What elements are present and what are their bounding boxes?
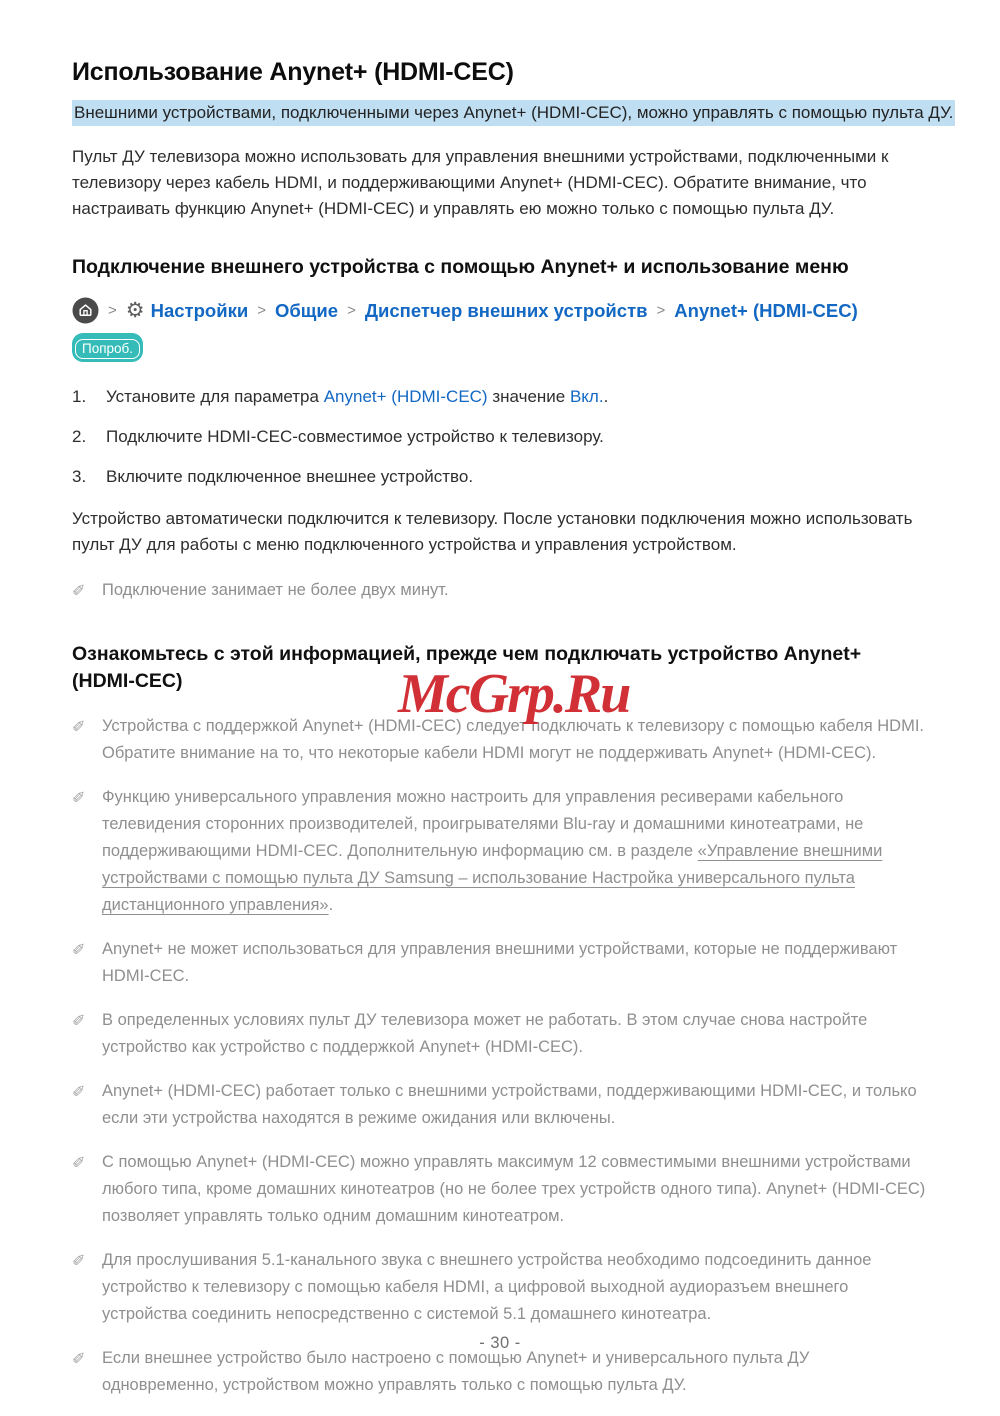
step-number: 2. — [72, 427, 87, 446]
note-text: Для прослушивания 5.1-канального звука с внешнего устройства необходимо подсоединить данное устройство к телевизору с помощью кабеля HDMI, а цифровой выходной аудиоразъем внешнего устройства соединить непосредственно с системой 5.1 домашнего кинотеатра. — [102, 1251, 872, 1323]
note-item — [72, 1247, 928, 1328]
note-item — [72, 936, 928, 990]
note-text: Anynet+ не может использоваться для управления внешними устройствами, которые не поддерживают HDMI-CEC. — [102, 940, 898, 985]
note-text: Если внешнее устройство было настроено с помощью Anynet+ и универсального пульта ДУ одновременно, устройством можно управлять только с помощью пульта ДУ. — [102, 1349, 810, 1394]
breadcrumb — [72, 297, 928, 362]
note-item — [72, 784, 928, 919]
note-text — [102, 784, 928, 919]
anynet-setting-link[interactable]: Anynet+ (HDMI-CEC) — [323, 387, 488, 406]
note-item — [72, 1345, 928, 1399]
step-2 — [72, 424, 928, 449]
section1-heading: Подключение внешнего устройства с помощью Anynet+ и использование меню — [72, 256, 849, 278]
note-connection-time — [72, 577, 928, 605]
pencil-icon: ✐ — [72, 790, 86, 807]
note-text: Подключение занимает не более двух минут. — [102, 581, 449, 599]
breadcrumb-separator: > — [656, 302, 666, 319]
note-item — [72, 1078, 928, 1132]
pencil-icon: ✐ — [72, 1253, 86, 1270]
step-text-part: Установите для параметра — [106, 387, 324, 406]
step-text: Включите подключенное внешнее устройство. — [106, 467, 474, 486]
note-text: Anynet+ (HDMI-CEC) работает только с внешними устройствами, поддерживающими HDMI-CEC, и только если эти устройства находятся в режиме ожидания или включены. — [102, 1082, 917, 1127]
step-text-part: . — [603, 387, 609, 406]
section2-heading: Ознакомьтесь с этой информацией, прежде чем подключать устройство Anynet+ (HDMI-CEC) — [72, 643, 862, 692]
breadcrumb-separator: > — [347, 302, 356, 319]
note-item — [72, 1149, 928, 1230]
note-item — [72, 1007, 928, 1061]
step-number: 1. — [72, 387, 87, 406]
try-now-button[interactable] — [72, 333, 143, 362]
breadcrumb-item-anynet[interactable]: Anynet+ (HDMI-CEC) — [674, 299, 858, 321]
breadcrumb-item-general[interactable]: Общие — [274, 299, 339, 321]
on-value-link[interactable]: Вкл. — [569, 387, 604, 406]
pencil-icon: ✐ — [72, 1351, 86, 1368]
note-text-part: Функцию универсального управления можно настроить для управления ресиверами кабельного телевидения сторонних производителей, проигрывателями Blu-ray и домашними кинотеатрами, не поддерживающими HDMI-CEC. Дополнительную информацию см. в разделе — [102, 788, 864, 860]
pencil-icon: ✐ — [72, 719, 86, 736]
pencil-icon: ✐ — [72, 1013, 86, 1030]
home-icon — [72, 297, 99, 324]
pencil-icon: ✐ — [72, 1084, 86, 1101]
breadcrumb-separator: > — [108, 302, 117, 319]
step-number: 3. — [72, 467, 87, 486]
notes-list — [72, 713, 928, 1399]
note-item — [72, 713, 928, 767]
steps-list — [72, 384, 928, 489]
note-text-part: . — [328, 896, 334, 914]
highlighted-lede: Внешними устройствами, подключенными через Anynet+ (HDMI-CEC), можно управлять с помощью пульта ДУ. — [72, 100, 955, 126]
step-text: Подключите HDMI-CEC-совместимое устройство к телевизору. — [106, 427, 604, 446]
pencil-icon: ✐ — [72, 942, 86, 959]
gear-icon: ⚙ — [125, 299, 145, 322]
step-3 — [72, 464, 928, 489]
step-text — [106, 384, 608, 409]
try-now-button-label: Попроб. — [75, 339, 140, 359]
page-number: - 30 - — [479, 1334, 521, 1352]
note-text: В определенных условиях пульт ДУ телевизора может не работать. В этом случае снова настройте устройство как устройство с поддержкой Anynet+ (HDMI-CEC). — [102, 1011, 868, 1056]
step-1 — [72, 384, 928, 409]
note-text: Устройства с поддержкой Anynet+ (HDMI-CEC) следует подключать к телевизору с помощью кабеля HDMI. Обратите внимание на то, что некоторые кабели HDMI могут не поддерживать Anynet+ (HDMI-CEC). — [102, 717, 925, 762]
breadcrumb-item-external-device-manager[interactable]: Диспетчер внешних устройств — [364, 299, 648, 321]
result-paragraph: Устройство автоматически подключится к телевизору. После установки подключения можно использовать пульт ДУ для работы с меню подключенного устройства и управления устройством. — [72, 509, 913, 554]
mcgrp-watermark: McGrp.Ru — [398, 663, 630, 725]
intro-paragraph: Пульт ДУ телевизора можно использовать для управления внешними устройствами, подключенными к телевизору через кабель HDMI, и поддерживающими Anynet+ (HDMI-CEC). Обратите внимание, что настраивать функцию Anynet+ (HDMI-CEC) и управлять ею можно только с помощью пульта ДУ. — [72, 147, 889, 218]
page-title: Использование Anynet+ (HDMI-CEC) — [72, 58, 514, 86]
page-content — [72, 58, 954, 1416]
step-text-part: значение — [487, 387, 570, 406]
breadcrumb-item-settings[interactable]: Настройки — [150, 299, 249, 321]
pencil-icon: ✐ — [72, 1155, 86, 1172]
universal-remote-section-link[interactable]: «Управление внешними устройствами с помощью пульта ДУ Samsung – использование Настройка универсального пульта дистанционного управления» — [102, 842, 883, 914]
breadcrumb-separator: > — [257, 302, 266, 319]
pencil-icon: ✐ — [72, 583, 86, 600]
note-text: С помощью Anynet+ (HDMI-CEC) можно управлять максимум 12 совместимыми внешними устройствами любого типа, кроме домашних кинотеатров (но не более трех устройств одного типа). Anynet+ (HDMI-CEC) позволяет управлять только одним домашним кинотеатром. — [102, 1153, 926, 1225]
